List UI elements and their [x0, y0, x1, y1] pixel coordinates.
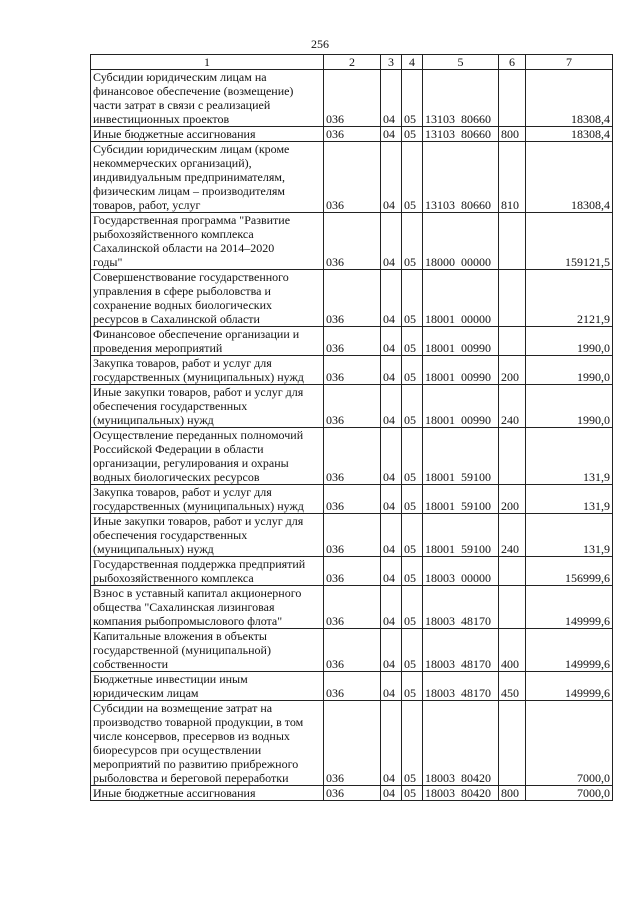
row-target-code: 18001 59100 [423, 514, 499, 557]
table-row [91, 514, 613, 557]
row-section-code: 04 [381, 485, 402, 514]
table-row [91, 127, 613, 142]
header-col-7: 7 [526, 55, 613, 70]
table-row [91, 356, 613, 385]
row-section-code: 04 [381, 701, 402, 786]
row-target-code: 18003 48170 [423, 672, 499, 701]
row-section-code: 04 [381, 557, 402, 586]
row-name: Субсидии юридическим лицам на финансовое обеспечение (возмещение) части затрат в связи с реализацией инвестиционных проектов [91, 70, 324, 127]
header-col-3: 3 [381, 55, 402, 70]
row-subsection-code: 05 [402, 127, 423, 142]
row-target-code: 18000 00000 [423, 213, 499, 270]
row-amount: 18308,4 [526, 142, 613, 213]
row-name: Осуществление переданных полномочий Российской Федерации в области организации, регулирования и охраны водных биологических ресурсов [91, 428, 324, 485]
row-name: Иные бюджетные ассигнования [91, 127, 324, 142]
row-target-code: 13103 80660 [423, 142, 499, 213]
table-row [91, 385, 613, 428]
row-subsection-code: 05 [402, 327, 423, 356]
row-section-code: 04 [381, 786, 402, 801]
row-expense-type: 800 [499, 786, 526, 801]
row-subsection-code: 05 [402, 586, 423, 629]
row-expense-type [499, 557, 526, 586]
row-ministry-code: 036 [324, 701, 381, 786]
header-row [91, 55, 613, 70]
row-target-code: 18003 00000 [423, 557, 499, 586]
row-target-code: 18001 00000 [423, 270, 499, 327]
row-subsection-code: 05 [402, 70, 423, 127]
row-amount: 7000,0 [526, 701, 613, 786]
budget-table [90, 54, 613, 801]
row-ministry-code: 036 [324, 629, 381, 672]
row-expense-type [499, 428, 526, 485]
table-row [91, 586, 613, 629]
row-section-code: 04 [381, 356, 402, 385]
row-amount: 131,9 [526, 428, 613, 485]
row-subsection-code: 05 [402, 142, 423, 213]
row-expense-type: 450 [499, 672, 526, 701]
row-expense-type: 810 [499, 142, 526, 213]
table-row [91, 142, 613, 213]
row-name: Субсидии на возмещение затрат на производство товарной продукции, в том числе консервов, пресервов из водных биоресурсов при осуществлении мероприятий по развитию прибрежного рыболовства и береговой переработки [91, 701, 324, 786]
row-amount: 18308,4 [526, 70, 613, 127]
row-name: Капитальные вложения в объекты государственной (муниципальной) собственности [91, 629, 324, 672]
row-section-code: 04 [381, 327, 402, 356]
row-ministry-code: 036 [324, 127, 381, 142]
row-amount: 1990,0 [526, 385, 613, 428]
table-row [91, 327, 613, 356]
row-expense-type [499, 586, 526, 629]
table-row [91, 485, 613, 514]
row-name: Бюджетные инвестиции иным юридическим лицам [91, 672, 324, 701]
row-target-code: 13103 80660 [423, 127, 499, 142]
row-target-code: 18001 59100 [423, 428, 499, 485]
row-section-code: 04 [381, 213, 402, 270]
row-name: Иные закупки товаров, работ и услуг для обеспечения государственных (муниципальных) нужд [91, 514, 324, 557]
row-target-code: 18003 80420 [423, 786, 499, 801]
row-ministry-code: 036 [324, 356, 381, 385]
row-subsection-code: 05 [402, 701, 423, 786]
row-ministry-code: 036 [324, 142, 381, 213]
row-amount: 131,9 [526, 514, 613, 557]
row-name: Государственная поддержка предприятий рыбохозяйственного комплекса [91, 557, 324, 586]
row-subsection-code: 05 [402, 629, 423, 672]
row-name: Закупка товаров, работ и услуг для государственных (муниципальных) нужд [91, 485, 324, 514]
row-amount: 1990,0 [526, 327, 613, 356]
row-section-code: 04 [381, 270, 402, 327]
table-row [91, 213, 613, 270]
row-section-code: 04 [381, 127, 402, 142]
row-ministry-code: 036 [324, 270, 381, 327]
row-ministry-code: 036 [324, 213, 381, 270]
row-ministry-code: 036 [324, 672, 381, 701]
row-target-code: 18003 80420 [423, 701, 499, 786]
table-row [91, 428, 613, 485]
row-section-code: 04 [381, 385, 402, 428]
header-col-2: 2 [324, 55, 381, 70]
table-row [91, 629, 613, 672]
table-row [91, 70, 613, 127]
row-expense-type: 240 [499, 385, 526, 428]
row-section-code: 04 [381, 672, 402, 701]
row-expense-type [499, 327, 526, 356]
row-target-code: 18003 48170 [423, 586, 499, 629]
row-subsection-code: 05 [402, 557, 423, 586]
row-amount: 159121,5 [526, 213, 613, 270]
row-name: Совершенствование государственного управления в сфере рыболовства и сохранение водных биологических ресурсов в Сахалинской области [91, 270, 324, 327]
row-section-code: 04 [381, 514, 402, 557]
row-ministry-code: 036 [324, 586, 381, 629]
row-expense-type: 200 [499, 485, 526, 514]
row-amount: 149999,6 [526, 586, 613, 629]
row-amount: 7000,0 [526, 786, 613, 801]
row-ministry-code: 036 [324, 327, 381, 356]
row-name: Государственная программа "Развитие рыбохозяйственного комплекса Сахалинской области на 2014–2020 годы" [91, 213, 324, 270]
row-subsection-code: 05 [402, 385, 423, 428]
row-expense-type: 400 [499, 629, 526, 672]
table-row [91, 672, 613, 701]
row-expense-type [499, 213, 526, 270]
row-ministry-code: 036 [324, 514, 381, 557]
row-subsection-code: 05 [402, 672, 423, 701]
header-col-5: 5 [423, 55, 499, 70]
row-name: Взнос в уставный капитал акционерного общества "Сахалинская лизинговая компания рыбопромыслового флота" [91, 586, 324, 629]
row-target-code: 18001 00990 [423, 385, 499, 428]
row-amount: 1990,0 [526, 356, 613, 385]
row-target-code: 18003 48170 [423, 629, 499, 672]
table-row [91, 270, 613, 327]
row-target-code: 18001 00990 [423, 327, 499, 356]
row-target-code: 18001 59100 [423, 485, 499, 514]
row-amount: 149999,6 [526, 629, 613, 672]
row-expense-type: 800 [499, 127, 526, 142]
header-col-1: 1 [91, 55, 324, 70]
page-number: 256 [311, 37, 329, 51]
row-section-code: 04 [381, 428, 402, 485]
row-target-code: 13103 80660 [423, 70, 499, 127]
row-expense-type [499, 70, 526, 127]
row-section-code: 04 [381, 629, 402, 672]
row-ministry-code: 036 [324, 385, 381, 428]
header-col-4: 4 [402, 55, 423, 70]
row-expense-type: 200 [499, 356, 526, 385]
row-subsection-code: 05 [402, 514, 423, 557]
row-amount: 131,9 [526, 485, 613, 514]
row-section-code: 04 [381, 70, 402, 127]
row-target-code: 18001 00990 [423, 356, 499, 385]
row-subsection-code: 05 [402, 270, 423, 327]
row-subsection-code: 05 [402, 213, 423, 270]
row-expense-type [499, 270, 526, 327]
row-name: Иные бюджетные ассигнования [91, 786, 324, 801]
header-col-6: 6 [499, 55, 526, 70]
row-expense-type: 240 [499, 514, 526, 557]
row-subsection-code: 05 [402, 428, 423, 485]
row-ministry-code: 036 [324, 485, 381, 514]
row-ministry-code: 036 [324, 557, 381, 586]
row-name: Иные закупки товаров, работ и услуг для обеспечения государственных (муниципальных) нужд [91, 385, 324, 428]
row-name: Финансовое обеспечение организации и проведения мероприятий [91, 327, 324, 356]
row-section-code: 04 [381, 586, 402, 629]
row-ministry-code: 036 [324, 786, 381, 801]
row-expense-type [499, 701, 526, 786]
row-amount: 18308,4 [526, 127, 613, 142]
row-amount: 149999,6 [526, 672, 613, 701]
row-amount: 2121,9 [526, 270, 613, 327]
table-row [91, 786, 613, 801]
row-subsection-code: 05 [402, 485, 423, 514]
table-row [91, 557, 613, 586]
row-section-code: 04 [381, 142, 402, 213]
row-name: Субсидии юридическим лицам (кроме некоммерческих организаций), индивидуальным предпринимателям, физическим лицам – производителям товаров, работ, услуг [91, 142, 324, 213]
row-ministry-code: 036 [324, 428, 381, 485]
row-amount: 156999,6 [526, 557, 613, 586]
row-subsection-code: 05 [402, 786, 423, 801]
row-ministry-code: 036 [324, 70, 381, 127]
row-subsection-code: 05 [402, 356, 423, 385]
row-name: Закупка товаров, работ и услуг для государственных (муниципальных) нужд [91, 356, 324, 385]
table-row [91, 701, 613, 786]
